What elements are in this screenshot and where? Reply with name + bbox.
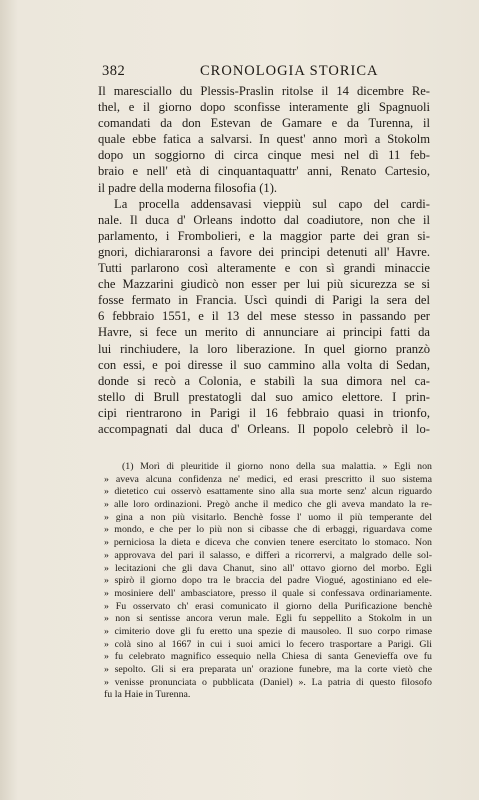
text-line: lui rinchiudere, la loro liberazione. In quel giorno pranzò [98,341,430,356]
text-line: Havre, si fece un merito di annunciare ai principi fatti da [98,325,430,340]
footnote-line: (1) Morì di pleuritide il giorno nono della sua malattia. » Egli non [122,461,432,472]
main-text [98,83,430,437]
footnote-line: » aveva alcuna confidenza ne' medici, ed erasi prescritto il suo sistema [104,473,432,485]
footnote-line: » mosiniere dell' ambasciatore, presso il quale si confessava ordinariamente. [104,587,432,599]
text-line: donde si recò a Colonia, e stabilì la sua dimora nel ca- [98,373,430,388]
footnote-line: » approvava del pari il salasso, e differì a ricorrervi, a malgrado delle sol- [104,549,432,561]
text-line: Tutti parlarono così alteramente e con sì grandi minaccie [98,261,430,276]
text-line: stello di Brull prestatogli dal suo amico elettore. I prin- [98,389,430,404]
text-line: cipi rientrarono in Parigi il 16 febbraio quasi in trionfo, [98,405,430,420]
footnote-line: » non si sentisse ancora verun male. Egli fu seppellito a Stokolm in un [104,613,432,625]
text-line: braio e nell' età di cinquantaquattr' anni, Renato Cartesio, [98,164,430,179]
text-line: Il maresciallo du Plessis-Praslin ritolse il 14 dicembre Re- [98,84,430,98]
footnote-line: » gina a non più visitarlo. Benchè fosse l' uomo il più temperante del [104,511,432,523]
text-line: accompagnati dal duca d' Orleans. Il popolo celebrò il lo- [98,421,430,436]
footnote-line: » colà sino al 1667 in cui i suoi amici lo fecero trasportare a Parigi. Gli [104,638,432,650]
text-line: quale ebbe fatica a salvarsi. In quest' anno morì a Stokolm [98,132,430,147]
text-line: comandati da don Estevan de Gamare e da Turenna, il [98,116,430,131]
footnote-line: » dietetico cui osservò esattamente sino alla sua morte senz' alcun riguardo [104,486,432,498]
text-line: dopo un soggiorno di circa cinque mesi nel dì 11 feb- [98,148,430,163]
text-line: La procella addensavasi vieppiù sul capo del cardi- [114,196,430,211]
footnote-line: » perniciosa la dieta e diceva che convien tenere esercitato lo stomaco. Non [104,537,432,549]
footnote-line: » cimiterio dove gli fu eretto una spezie di mausoleo. Il suo corpo rimase [104,625,432,637]
footnote-line: » alle loro ordinazioni. Pregò anche il medico che gli aveva mandato la re- [104,499,432,511]
footnote-line: » lecitazioni che gli dava Chanut, sino all' ottavo giorno del morbo. Egli [104,562,432,574]
footnote-line: fu la Haie in Turenna. [104,689,191,701]
footnote-line: » mondo, e che per lo più non si cibasse che di erbaggi, riguardava come [104,524,432,536]
text-line: thel, e il giorno dopo sconfisse interamente gli Spagnuoli [98,100,430,115]
text-line: con essi, e poi diresse il suo cammino alla volta di Sedan, [98,357,430,372]
footnote-line: » sepolto. Gli si era preparata un' orazione funebre, ma la corte vietò che [104,664,432,675]
footnote-line: » fu celebrato magnifico essequio nella Chiesa di santa Genevieffa ove fu [104,651,432,663]
text-line: nale. Il duca d' Orleans indotto dal coadiutore, non che il [98,212,430,227]
footnote [104,461,432,702]
footnote-line: » spirò il giorno dopo tra le braccia del padre Viogué, agostiniano ed ele- [104,575,432,587]
text-line: 6 febbraio 1551, e il 13 del mese stesso in passando per [98,309,430,324]
text-line: il padre della moderna filosofia (1). [98,180,278,195]
text-line: che Mazzarini giudicò non esser per lui più sicurezza se si [98,277,430,292]
text-line: parlamento, i Frombolieri, e la maggior parte dei gran si- [98,228,430,243]
text-line: gnori, dichiararonsi a favore dei principi detenuti all' Havre. [98,244,430,259]
footnote-line: » venisse pronunciata o pubblicata (Daniel) ». La patria di questo filosofo [104,676,432,688]
page-header [102,63,432,83]
text-line: fosse fermato in Francia. Uscì quindi di Parigi la sera del [98,293,430,308]
running-title: CRONOLOGIA STORICA [200,63,379,79]
page-number: 382 [102,63,126,79]
footnote-line: » Fu osservato ch' erasi comunicato il giorno della Purificazione benchè [104,600,432,612]
